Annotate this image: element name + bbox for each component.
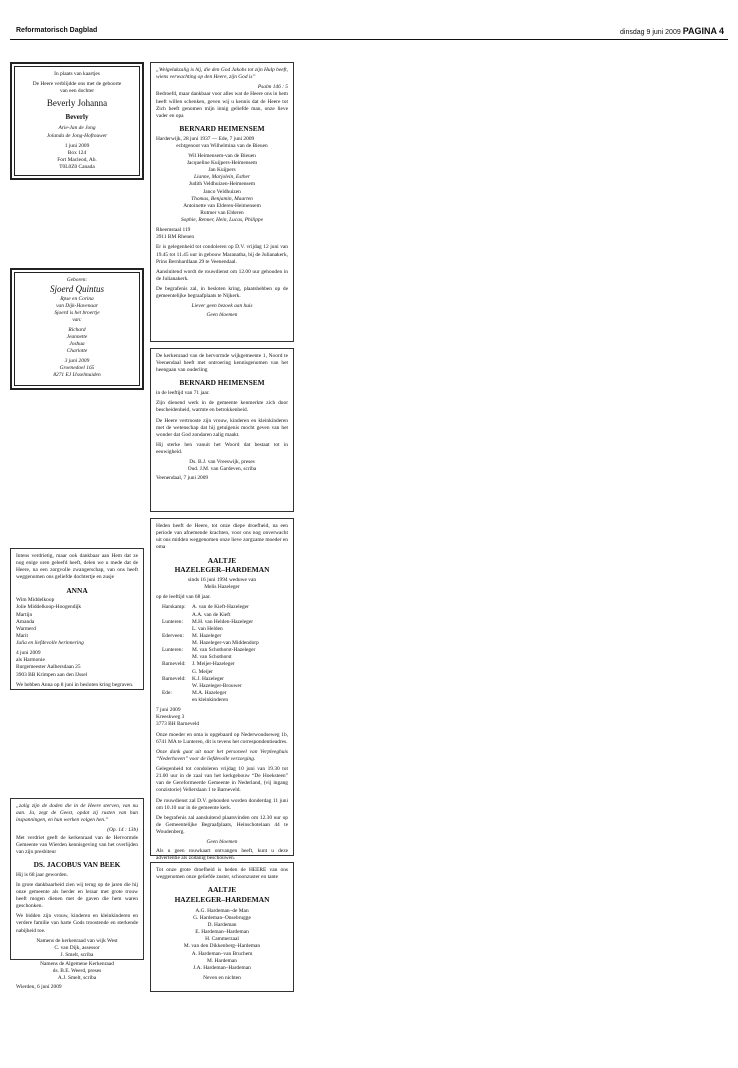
page-header bbox=[10, 26, 728, 40]
deceased-name: ANNA bbox=[66, 585, 88, 595]
deceased-name: HAZELEGER–HARDEMAN bbox=[174, 565, 270, 575]
death-notice-ds-van-beek: „zalig zijn de doden die in de Heere sterven, van nu aan. Ja, zegt de Geest, opdat zij rusten van hun inspanningen, en hun werken volgen hen.” (Op. 14 : 13b) Met verdriet geeft de kerkenraad van de Hervormde Gemeente van Wierden kennisgeving van het overlijden van zijn presbiteur DS. JACOBUS VAN BEEK Hij is 68 jaar geworden. In grote dankbaarheid zien wij terug op de jaren die hij onze gemeente als herder en leraar met grote trouw heeft mogen dienen met de gaven die hem waren geschonken. We bidden zijn vrouw, kinderen en kleinkinderen en verdere familie van harte Gods troostende en sterkende nabijheid toe. Namens de kerkenraad van wijk West C. van Dijk, assessor J. Smelt, scriba Namens de Algemene Kerkenraad ds. B.E. Weerd, preses A.J. Smelt, scriba Wierden, 6 juni 2009 bbox=[10, 798, 144, 960]
deceased-name: HAZELEGER–HARDEMAN bbox=[174, 895, 270, 905]
deceased-name: BERNARD HEIMENSEM bbox=[179, 378, 265, 388]
birth-announcement-sjoerd: Geboren: Sjoerd Quintus Rpse en Corina van Dijk-Havenaar Sjoerd is het broertje van: Richard Jeannette Joshua Charlotte 3 juni 2009 Groenedoel 165 8271 EJ IJsselmuiden bbox=[10, 268, 144, 390]
child-name: Beverly Johanna bbox=[46, 98, 108, 109]
death-notice-heimensem-church: De kerkenraad van de hervormde wijkgemeente 1, Noord te Veenendaal heeft met ontroering kennisgenomen van het heengaan van ouderling BERNARD HEIMENSEM in de leeftijd van 71 jaar. Zijn dienend werk in de gemeente kenmerkte zich door bescheidenheid, warmte en betrokkenheid. De Heere vertrooste zijn vrouw, kinderen en kleinkinderen met de wetenschap dat hij getuigenis mocht geven van het wonder dat God zondaren zalig maakt. Hij sterke hen vanuit het Woord dat bestaat tot in eeuwigheid. Ds. B.J. van Vreeswijk, preses Oud. J.M. van Gardeven, scriba Veenendaal, 7 juni 2009 bbox=[150, 348, 294, 512]
deceased-name: DS. JACOBUS VAN BEEK bbox=[33, 859, 121, 869]
death-notice-hazeleger-family: Heden heeft de Heere, tot onze diepe droefheid, na een periode van afnemende krachten, voor ons nog onverwacht uit ons midden weggenomen onze lieve zorgzame moeder en oma AALTJE HAZELEGER–HARDEMAN sinds 16 juni 1994 weduwe van Melis Hazeleger op de leeftijd van 68 jaar. Harskamp: A. van de Kieft-Hazeleger A.A. van de Kieft Lunteren: M.H. van Helden-Hazeleger L. van Helden Ederveen: M. Hazeleger M. Hazeleger-van Middendorp Lunteren: M. van Schothorst-Hazeleger M. van Schothorst Barneveld: J. Meijer-Hazeleger G. Meijer Barneveld: K.J. Hazeleger W. Hazeleger-Brouwer Ede: M.A. Hazeleger en kleinkinderen 7 juni 2009 Kreeskweg 3 3773 BH Barneveld Onze moeder en oma is opgebaard op Nederwoudseweg 1b, 6741 MA te Lunteren, dit is tevens het correspondentieadres. Onze dank gaat uit naar het personeel van Verpleeghuis “Nederhoven” voor de liefdevolle verzorging. Gelegenheid tot condoleren vrijdag 10 juni van 19.30 tot 21.00 uur in de zaal van het kerkgebouw “De Hoeksteen” van de Gereformeerde Gemeente in Nederland, (vij ingang conzistorie) Vellerslaan 1 te Barneveld. De rouwdienst zal D.V. gehouden worden donderdag 11 juni om 10.10 uur in de gemeente kerk. De begrafenis zal aansluitend plaatsvinden om 12.30 uur op de Gemeentelijke Begraafplaats, Heinschotelaan 44 te Woudenberg. Geen bloemen Als u geen rouwkaart ontvangen heeft, kunt u deze advertentie als zodanig beschouwen. bbox=[150, 518, 294, 856]
child-name: Sjoerd Quintus bbox=[50, 284, 104, 295]
death-notice-heimensem-family: „Welgelukzalig is hij, die den God Jakobs tot zijn Hulp heeft, wiens verwachting op den Heere, zijn God is” Psalm 146 : 5 Bedroefd, maar dankbaar voor alles wat de Heere ons in hem heeft willen schenken, geven wij u kennis dat de Heere tot Zich heeft genomen mijn innig geliefde man, onze lieve vader en opa BERNARD HEIMENSEM Harderwijk, 28 juni 1937 — Ede, 7 juni 2009 echtgenoot van Wilhelmina van de Bieuen Wil Heimensem-van de Bieuen Jacqueline Kuijpers-Heimensem Jan Kuijpers Lianne, Marjolein, Esther Judith Veldhuizen-Heimensem Janco Veldhuizen Thomas, Benjamin, Maarten Antoinette van Elderen-Heimensem Rutmer van Elderen Sophie, Renner, Hein, Lucas, Philippe Rheemstaal 119 3911 BM Rhenen Er is gelegenheid tot condoleren op D.V. vrijdag 12 juni van 19.45 tot 11.45 uur in gebouw Maranatha, bij de Julianakerk, Prins Bernhardlaan 29 te Veenendaal. Aansluitend wordt de rouwdienst om 12.00 uur gehouden in de Julianakerk. De begrafenis zal, in besloten kring, plaatshebben op de gemeentelijke begraafplaats te Nijkerk. Liever geen bezoek aan huis Geen bloemen bbox=[150, 62, 294, 342]
publication-name: Reformatorisch Dagblad bbox=[16, 27, 98, 34]
deceased-name: BERNARD HEIMENSEM bbox=[179, 123, 265, 133]
birth-announcement-beverly: In plaats van kaartjes De Heere verblijdde ons met de geboorte van een dochter Beverly Johanna Beverly Arie-Jan de Jong Jolanda de Jong-Hoftouwer 1 juni 2009 Box 124 Fort Macleod, Ab. T0L0Z0 Canada bbox=[10, 62, 144, 180]
death-notice-hazeleger-siblings: Tot onze grote droefheid is heden de HEERE van ons weggenomen onze geliefde zuster, schoonzuster en tante AALTJE HAZELEGER–HARDEMAN A.G. Hardeman–de Man G. Hardeman–Onsebrugge D. Hardeman E. Hardeman–Hardeman H. Cammerzaal M. van den Dikkenberg–Hardeman A. Hardeman–van Bruchem M. Hardeman J.A. Hardeman–Hardeman Neven en nichten bbox=[150, 862, 294, 992]
death-notice-anna: Intens verdrietig, maar ook dankbaar aan Hem dat ze nog enige uren geleefd heeft, delen we u mede dat de Heere, na een zorgvolle zwangerschap, van ons heeft weggenomen ons geliefde dochtertje en zusje ANNA Wim Middelkoop Jolie Middelkoop-Hoogendijk Martijn Amanda Warmerd Marit Julia en liefdevolle herinnering 4 juni 2009 als Harmonie Burgemeester Aalbersdaan 25 3903 BB Krimpen aan den IJssel We hebben Anna op 8 juni in besloten kring begraven. bbox=[10, 548, 144, 690]
family-list: Harskamp: A. van de Kieft-Hazeleger A.A. van de Kieft Lunteren: M.H. van Helden-Hazeleger L. van Helden Ederveen: M. Hazeleger M. Hazeleger-van Middendorp Lunteren: M. van Schothorst-Hazeleger M. van Schothorst Barneveld: J. Meijer-Hazeleger G. Meijer Barneveld: K.J. Hazeleger W. Hazeleger-Brouwer Ede: M.A. Hazeleger en kleinkinderen bbox=[162, 604, 259, 704]
page-date-number: dinsdag 9 juni 2009 PAGINA 4 bbox=[620, 26, 724, 36]
